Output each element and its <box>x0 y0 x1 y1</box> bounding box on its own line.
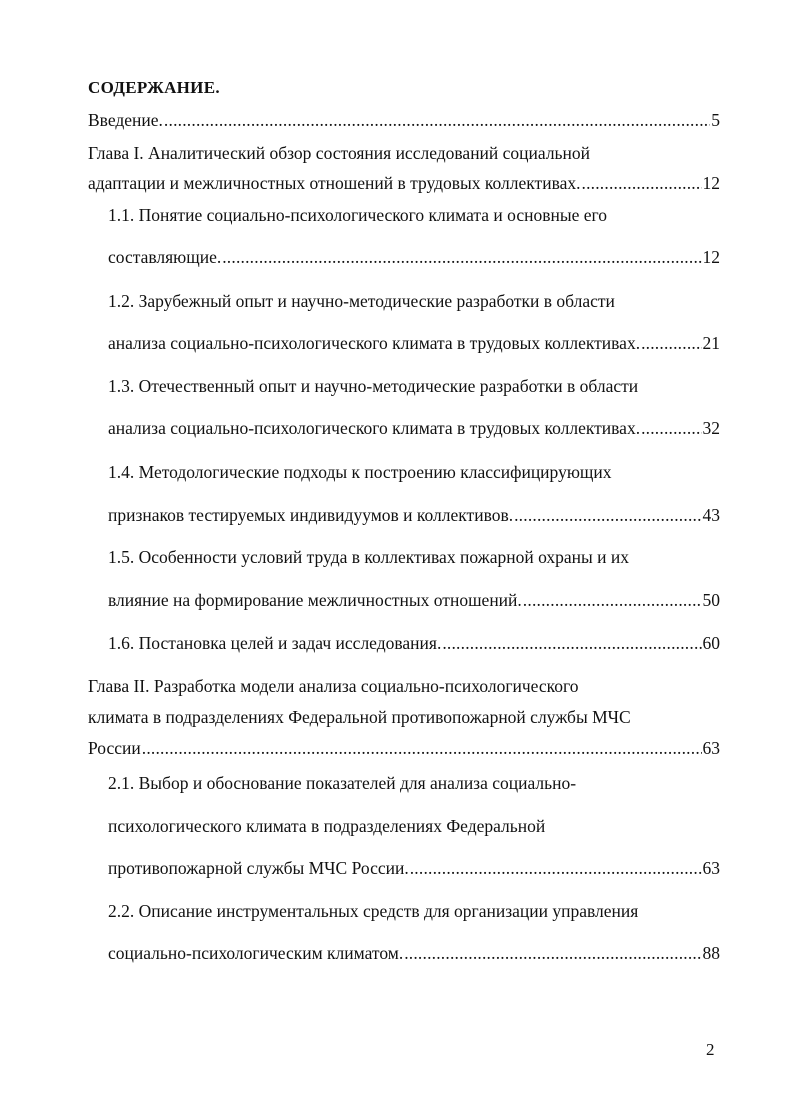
toc-entry-text: психологического климата в подразделениях Федеральной <box>108 816 546 836</box>
toc-entry-page: 12 <box>702 173 720 193</box>
toc-leader-dots <box>514 504 701 526</box>
toc-leader-dots <box>410 857 702 879</box>
toc-entry-text: адаптации и межличностных отношений в трудовых коллективах. <box>88 173 581 193</box>
toc-entry-text: 1.2. Зарубежный опыт и научно-методические разработки в области <box>108 291 615 311</box>
toc-heading: СОДЕРЖАНИЕ. <box>88 78 220 97</box>
toc-entry-page: 5 <box>711 110 720 130</box>
toc-entry-section-2-1-line-3[interactable] <box>108 857 720 879</box>
toc-leader-dots <box>641 417 701 439</box>
toc-entry-intro[interactable] <box>88 109 720 131</box>
toc-entry-section-1-4-line-1[interactable] <box>108 461 611 483</box>
toc-leader-dots <box>404 942 701 964</box>
toc-entry-text: 1.1. Понятие социально-психологического климата и основные его <box>108 205 608 225</box>
toc-entry-text: 2.2. Описание инструментальных средств для организации управления <box>108 901 639 921</box>
toc-entry-section-1-1-line-2[interactable] <box>108 246 720 268</box>
toc-entry-text: 1.3. Отечественный опыт и научно-методические разработки в области <box>108 376 639 396</box>
toc-entry-section-1-3-line-1[interactable] <box>108 375 638 397</box>
toc-entry-page: 12 <box>702 247 720 267</box>
toc-entry-section-2-1-line-2[interactable] <box>108 815 545 837</box>
toc-entry-section-1-6[interactable] <box>108 632 720 654</box>
toc-leader-dots <box>442 632 701 654</box>
toc-entry-section-2-1-line-1[interactable] <box>108 772 576 794</box>
toc-entry-text: признаков тестируемых индивидуумов и коллективов. <box>108 505 514 525</box>
toc-entry-text: анализа социально-психологического климата в трудовых коллективах. <box>108 333 641 353</box>
toc-leader-dots <box>582 172 702 194</box>
toc-entry-chapter-2-line-2[interactable] <box>88 706 631 728</box>
toc-entry-page: 88 <box>702 943 720 963</box>
toc-entry-section-1-2-line-1[interactable] <box>108 290 615 312</box>
toc-entry-text: Введение. <box>88 110 163 130</box>
toc-entry-section-1-3-line-2[interactable] <box>108 417 720 439</box>
toc-entry-text: Глава II. Разработка модели анализа социально-психологического <box>88 676 579 696</box>
toc-leader-dots <box>164 109 710 131</box>
toc-entry-section-1-5-line-2[interactable] <box>108 589 720 611</box>
toc-entry-text: России <box>88 738 141 758</box>
toc-entry-section-1-2-line-2[interactable] <box>108 332 720 354</box>
toc-entry-chapter-2-line-1[interactable] <box>88 675 579 697</box>
toc-entry-text: 2.1. Выбор и обоснование показателей для анализа социально- <box>108 773 577 793</box>
toc-entry-page: 50 <box>702 590 720 610</box>
toc-leader-dots <box>222 246 701 268</box>
toc-entry-text: Глава I. Аналитический обзор состояния исследований социальной <box>88 143 591 163</box>
toc-leader-dots <box>641 332 701 354</box>
toc-entry-page: 43 <box>702 505 720 525</box>
toc-entry-page: 63 <box>702 858 720 878</box>
toc-leader-dots <box>523 589 702 611</box>
toc-entry-text: климата в подразделениях Федеральной противопожарной службы МЧС <box>88 707 631 727</box>
toc-entry-chapter-2-line-3[interactable] <box>88 737 720 759</box>
toc-entry-text: 1.5. Особенности условий труда в коллективах пожарной охраны и их <box>108 547 630 567</box>
toc-entry-text: влияние на формирование межличностных отношений. <box>108 590 522 610</box>
toc-entry-text: противопожарной службы МЧС России. <box>108 858 409 878</box>
toc-entry-page: 63 <box>702 738 720 758</box>
toc-entry-section-1-1-line-1[interactable] <box>108 204 607 226</box>
toc-entry-text: социально-психологическим климатом. <box>108 943 404 963</box>
toc-entry-text: 1.6. Постановка целей и задач исследования. <box>108 633 442 653</box>
page-number: 2 <box>706 1040 715 1059</box>
toc-entry-text: составляющие. <box>108 247 222 267</box>
toc-entry-page: 60 <box>702 633 720 653</box>
toc-entry-chapter-1-line-2[interactable] <box>88 172 720 194</box>
toc-entry-text: 1.4. Методологические подходы к построению классифицирующих <box>108 462 612 482</box>
toc-entry-section-2-2-line-2[interactable] <box>108 942 720 964</box>
toc-entry-chapter-1-line-1[interactable] <box>88 142 590 164</box>
toc-leader-dots <box>142 737 702 759</box>
toc-entry-page: 32 <box>702 418 720 438</box>
toc-entry-section-1-4-line-2[interactable] <box>108 504 720 526</box>
toc-entry-section-2-2-line-1[interactable] <box>108 900 638 922</box>
toc-entry-text: анализа социально-психологического климата в трудовых коллективах. <box>108 418 641 438</box>
toc-entry-page: 21 <box>702 333 720 353</box>
toc-entry-section-1-5-line-1[interactable] <box>108 546 629 568</box>
